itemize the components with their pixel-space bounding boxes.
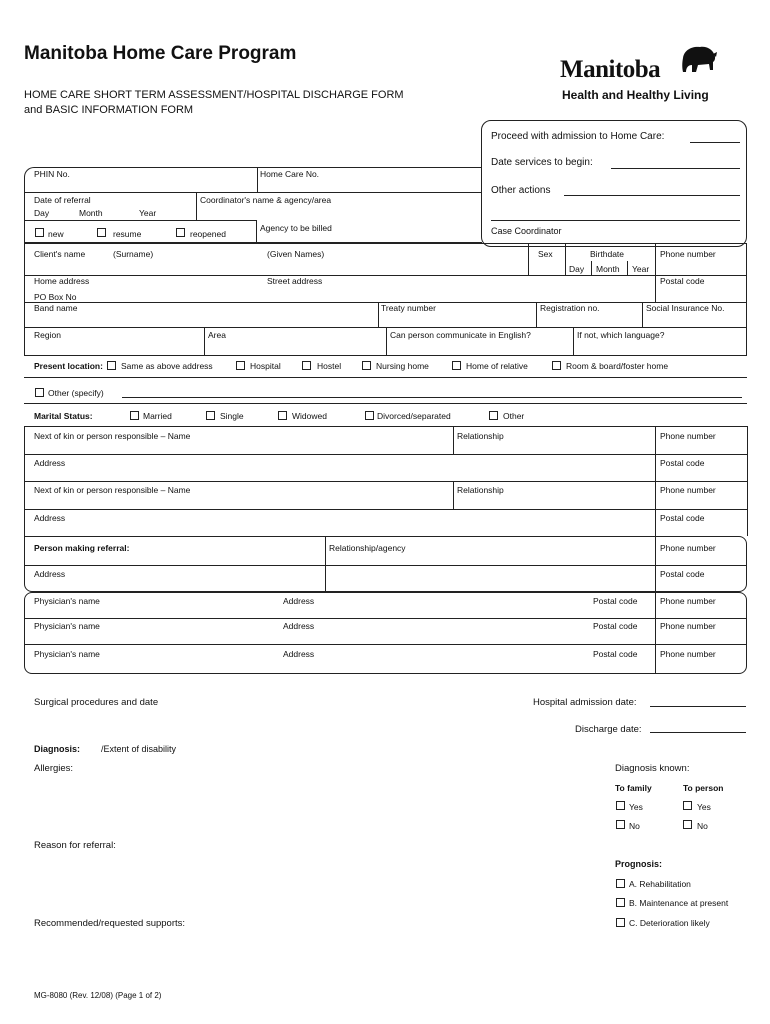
location-option-0: Same as above address [121,361,213,371]
physician3-postal-label: Postal code [593,649,638,659]
diagnosis-label: Diagnosis: [34,744,81,754]
marital-option-0: Married [143,411,172,421]
logo-word: Manitoba [560,56,661,83]
family-no-label: No [629,821,640,831]
home-care-no-label: Home Care No. [260,169,320,179]
recommended-label: Recommended/requested supports: [34,918,186,929]
location-option-4: Home of relative [466,361,528,371]
sex-label: Sex [538,249,553,259]
other-actions-label: Other actions [491,185,551,196]
location-option-3: Nursing home [376,361,429,371]
logo-subtitle: Health and Healthy Living [562,88,709,102]
referrer-relationship-label: Relationship/agency [329,543,406,553]
physician3-address-label: Address [283,649,315,659]
manitoba-logo [560,44,730,104]
clients-name-label: Client's name [34,249,86,259]
referral-year: Year [139,208,157,218]
area-label: Area [208,330,226,340]
form-title-line1: HOME CARE SHORT TERM ASSESSMENT/HOSPITAL DISCHARGE FORM [24,89,404,101]
physician2-name-label: Physician's name [34,621,100,631]
family-no-checkbox[interactable] [616,820,625,829]
marital-option-1: Single [220,411,244,421]
diagnosis-known-label: Diagnosis known: [615,763,690,774]
reopened-label: reopened [190,229,226,239]
birth-year: Year [632,264,650,274]
kin1-name-label: Next of kin or person responsible – Name [34,431,191,441]
kin2-postal-label: Postal code [660,513,705,523]
language-label: If not, which language? [577,330,665,340]
po-box-label: PO Box No [34,292,77,302]
kin2-address-label: Address [34,513,66,523]
physician1-address-label: Address [283,596,315,606]
marital-option-4: Other [503,411,525,421]
prognosis-label: Prognosis: [615,859,663,869]
prog-a-label: A. Rehabilitation [629,879,691,889]
person-yes-label: Yes [697,802,711,812]
kin2-relationship-label: Relationship [457,485,504,495]
discharge-line[interactable] [650,732,746,733]
bison-icon [680,44,718,76]
location-option-5: Room & board/foster home [566,361,669,371]
other-actions-line[interactable] [564,195,740,196]
kin1-postal-label: Postal code [660,458,705,468]
program-title: Manitoba Home Care Program [24,43,297,64]
kin2-phone-label: Phone number [660,485,716,495]
resume-checkbox[interactable] [97,228,106,237]
referrer-postal-label: Postal code [660,569,705,579]
hospital-admission-line[interactable] [650,706,746,707]
prog-b-checkbox[interactable] [616,898,625,907]
treaty-label: Treaty number [381,303,436,313]
date-services-line[interactable] [611,168,740,169]
location-checkbox-1[interactable] [236,361,245,370]
person-no-checkbox[interactable] [683,820,692,829]
marital-option-2: Widowed [292,411,327,421]
location-checkbox-2[interactable] [302,361,311,370]
location-option-2: Hostel [317,361,342,371]
proceed-line[interactable] [690,142,740,143]
location-checkbox-3[interactable] [362,361,371,370]
prog-c-label: C. Deterioration likely [629,918,710,928]
given-names-label: (Given Names) [267,249,325,259]
marital-checkbox-3[interactable] [365,411,374,420]
marital-status-label: Marital Status: [34,411,93,421]
location-checkbox-4[interactable] [452,361,461,370]
to-person-label: To person [683,783,724,793]
communicate-label: Can person communicate in English? [390,330,531,340]
present-location-label: Present location: [34,361,103,371]
coordinator-label: Coordinator's name & agency/area [200,195,332,205]
marital-option-3: Divorced/separated [377,411,451,421]
street-address-label: Street address [267,276,323,286]
birth-month: Month [596,264,620,274]
form-title-line2: and BASIC INFORMATION FORM [24,104,194,116]
physician3-name-label: Physician's name [34,649,100,659]
family-yes-checkbox[interactable] [616,801,625,810]
birthdate-label: Birthdate [590,249,625,259]
registration-label: Registration no. [540,303,600,313]
region-label: Region [34,330,61,340]
case-coordinator-label: Case Coordinator [491,226,562,236]
home-address-label: Home address [34,276,90,286]
marital-checkbox-2[interactable] [278,411,287,420]
other-location-label: Other (specify) [48,388,104,398]
prog-b-label: B. Maintenance at present [629,898,729,908]
person-yes-checkbox[interactable] [683,801,692,810]
proceed-label: Proceed with admission to Home Care: [491,131,665,142]
referrer-address-label: Address [34,569,66,579]
allergies-label: Allergies: [34,763,74,774]
kin1-relationship-label: Relationship [457,431,504,441]
birth-day: Day [569,264,585,274]
referral-day: Day [34,208,50,218]
physician1-phone-label: Phone number [660,596,716,606]
physician-box [24,592,747,674]
to-family-label: To family [615,783,652,793]
family-yes-label: Yes [629,802,643,812]
form-number: MG-8080 (Rev. 12/08) (Page 1 of 2) [34,991,162,1000]
location-checkbox-0[interactable] [107,361,116,370]
kin1-address-label: Address [34,458,66,468]
agency-label: Agency to be billed [260,223,332,233]
client-postal-label: Postal code [660,276,705,286]
physician2-postal-label: Postal code [593,621,638,631]
discharge-label: Discharge date: [575,724,642,735]
marital-checkbox-1[interactable] [206,411,215,420]
other-location-checkbox[interactable] [35,388,44,397]
phin-label: PHIN No. [34,169,70,179]
location-checkbox-5[interactable] [552,361,561,370]
hospital-admission-label: Hospital admission date: [533,697,637,708]
physician2-phone-label: Phone number [660,621,716,631]
new-label: new [48,229,64,239]
sin-label: Social Insurance No. [646,303,725,313]
person-no-label: No [697,821,708,831]
reopened-checkbox[interactable] [176,228,185,237]
surname-label: (Surname) [113,249,154,259]
location-option-1: Hospital [250,361,281,371]
date-of-referral-label: Date of referral [34,195,91,205]
reason-label: Reason for referral: [34,840,116,851]
client-phone-label: Phone number [660,249,716,259]
physician1-postal-label: Postal code [593,596,638,606]
other-actions-line2[interactable] [491,220,740,221]
marital-checkbox-4[interactable] [489,411,498,420]
prog-a-checkbox[interactable] [616,879,625,888]
date-services-label: Date services to begin: [491,157,593,168]
extent-label: /Extent of disability [101,744,177,754]
physician3-phone-label: Phone number [660,649,716,659]
referral-box [24,167,482,243]
marital-checkbox-0[interactable] [130,411,139,420]
referrer-phone-label: Phone number [660,543,716,553]
physician1-name-label: Physician's name [34,596,100,606]
other-location-line[interactable] [122,397,742,398]
kin2-name-label: Next of kin or person responsible – Name [34,485,191,495]
referrer-label: Person making referral: [34,543,130,553]
physician2-address-label: Address [283,621,315,631]
prog-c-checkbox[interactable] [616,918,625,927]
new-checkbox[interactable] [35,228,44,237]
resume-label: resume [113,229,142,239]
referral-month: Month [79,208,103,218]
surgical-label: Surgical procedures and date [34,697,159,708]
kin1-phone-label: Phone number [660,431,716,441]
band-name-label: Band name [34,303,78,313]
